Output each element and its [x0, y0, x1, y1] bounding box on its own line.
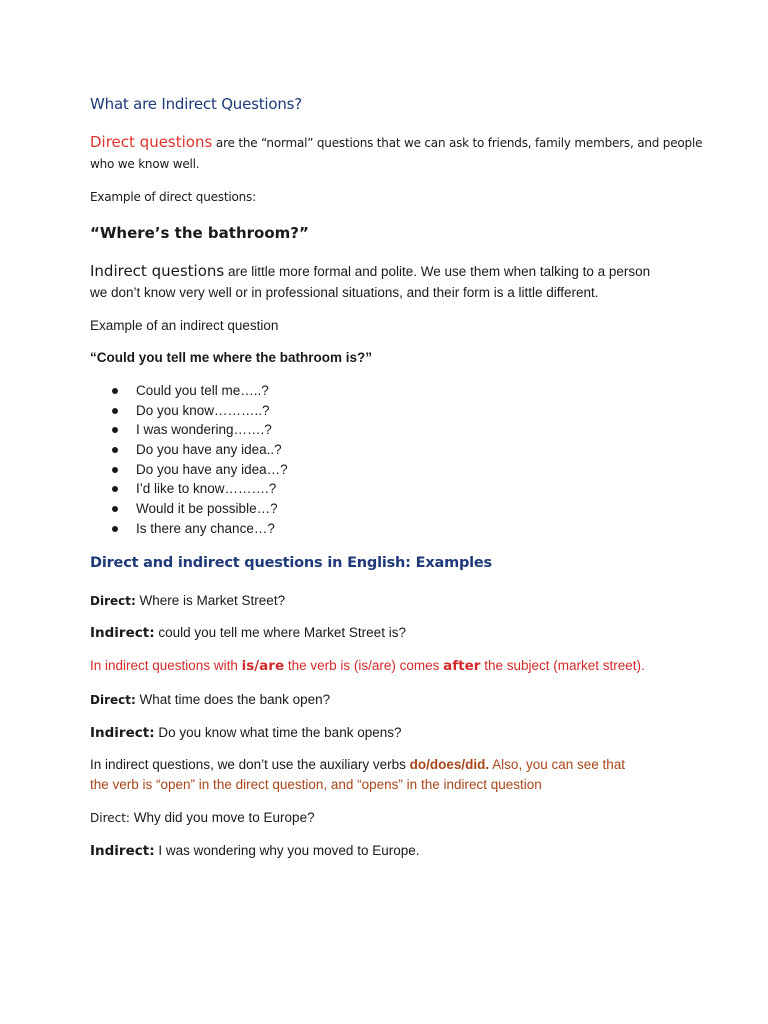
example2-indirect [90, 724, 402, 742]
indirect-text: could you tell me where Market Street is? [154, 625, 406, 640]
note-is-are: In indirect questions with is/are the verb is (is/are) comes after the subject (market street). [90, 658, 645, 674]
page-title: What are Indirect Questions? [90, 95, 303, 113]
bullet-icon [112, 388, 118, 394]
bullet-icon [112, 486, 118, 492]
example-indirect-label: Example of an indirect question [90, 318, 279, 333]
list-item: I was wondering…….? [90, 420, 288, 440]
direct-questions-desc-line2: who we know well. [90, 157, 200, 171]
indirect-text: I was wondering why you moved to Europe. [154, 843, 420, 858]
example2-direct [90, 691, 330, 709]
example1-indirect [90, 624, 406, 642]
list-item: Is there any chance…? [90, 519, 288, 539]
bullet-icon [112, 467, 118, 473]
list-item: Do you have any idea..? [90, 440, 288, 460]
direct-label: Direct: [90, 811, 130, 825]
bullet-icon [112, 526, 118, 532]
example-direct-quote: “Where’s the bathroom?” [90, 224, 309, 242]
direct-label: Direct: [90, 693, 136, 707]
paragraph-indirect-questions [90, 262, 650, 281]
bullet-icon [112, 408, 118, 414]
direct-text: What time does the bank open? [135, 692, 331, 707]
example3-indirect [90, 842, 420, 860]
note-auxiliary-line1: In indirect questions, we don’t use the auxiliary verbs do/does/did. Also, you can see that [90, 757, 626, 772]
indirect-label: Indirect: [90, 725, 155, 741]
direct-text: Why did you move to Europe? [129, 810, 315, 825]
indirect-questions-term: Indirect questions [90, 262, 225, 280]
list-item: I’d like to know……….? [90, 479, 288, 499]
list-item: Could you tell me…..? [90, 381, 288, 401]
indirect-phrase-list [90, 381, 288, 539]
direct-text: Where is Market Street? [135, 593, 286, 608]
list-item: Do you know………..? [90, 401, 288, 421]
indirect-label: Indirect: [90, 843, 155, 859]
direct-questions-desc-line1: are the “normal” questions that we can ask to friends, family members, and people [212, 136, 703, 150]
indirect-questions-desc-line1: are little more formal and polite. We use them when talking to a person [224, 264, 651, 279]
example-indirect-quote: “Could you tell me where the bathroom is?” [90, 350, 373, 365]
example1-direct [90, 592, 285, 610]
list-item: Would it be possible…? [90, 499, 288, 519]
note-auxiliary-line2: the verb is “open” in the direct question, and “opens” in the indirect question [90, 777, 542, 792]
example3-direct [90, 809, 315, 827]
example-direct-label: Example of direct questions: [90, 190, 256, 204]
direct-questions-term: Direct questions [90, 133, 213, 151]
indirect-text: Do you know what time the bank opens? [154, 725, 402, 740]
indirect-label: Indirect: [90, 625, 155, 641]
direct-label: Direct: [90, 594, 136, 608]
list-item: Do you have any idea…? [90, 460, 288, 480]
bullet-icon [112, 506, 118, 512]
indirect-questions-desc-line2: we don’t know very well or in professional situations, and their form is a little different. [90, 285, 599, 300]
bullet-icon [112, 427, 118, 433]
paragraph-direct-questions [90, 133, 702, 152]
section-title-examples: Direct and indirect questions in English: Examples [90, 555, 492, 571]
bullet-icon [112, 447, 118, 453]
